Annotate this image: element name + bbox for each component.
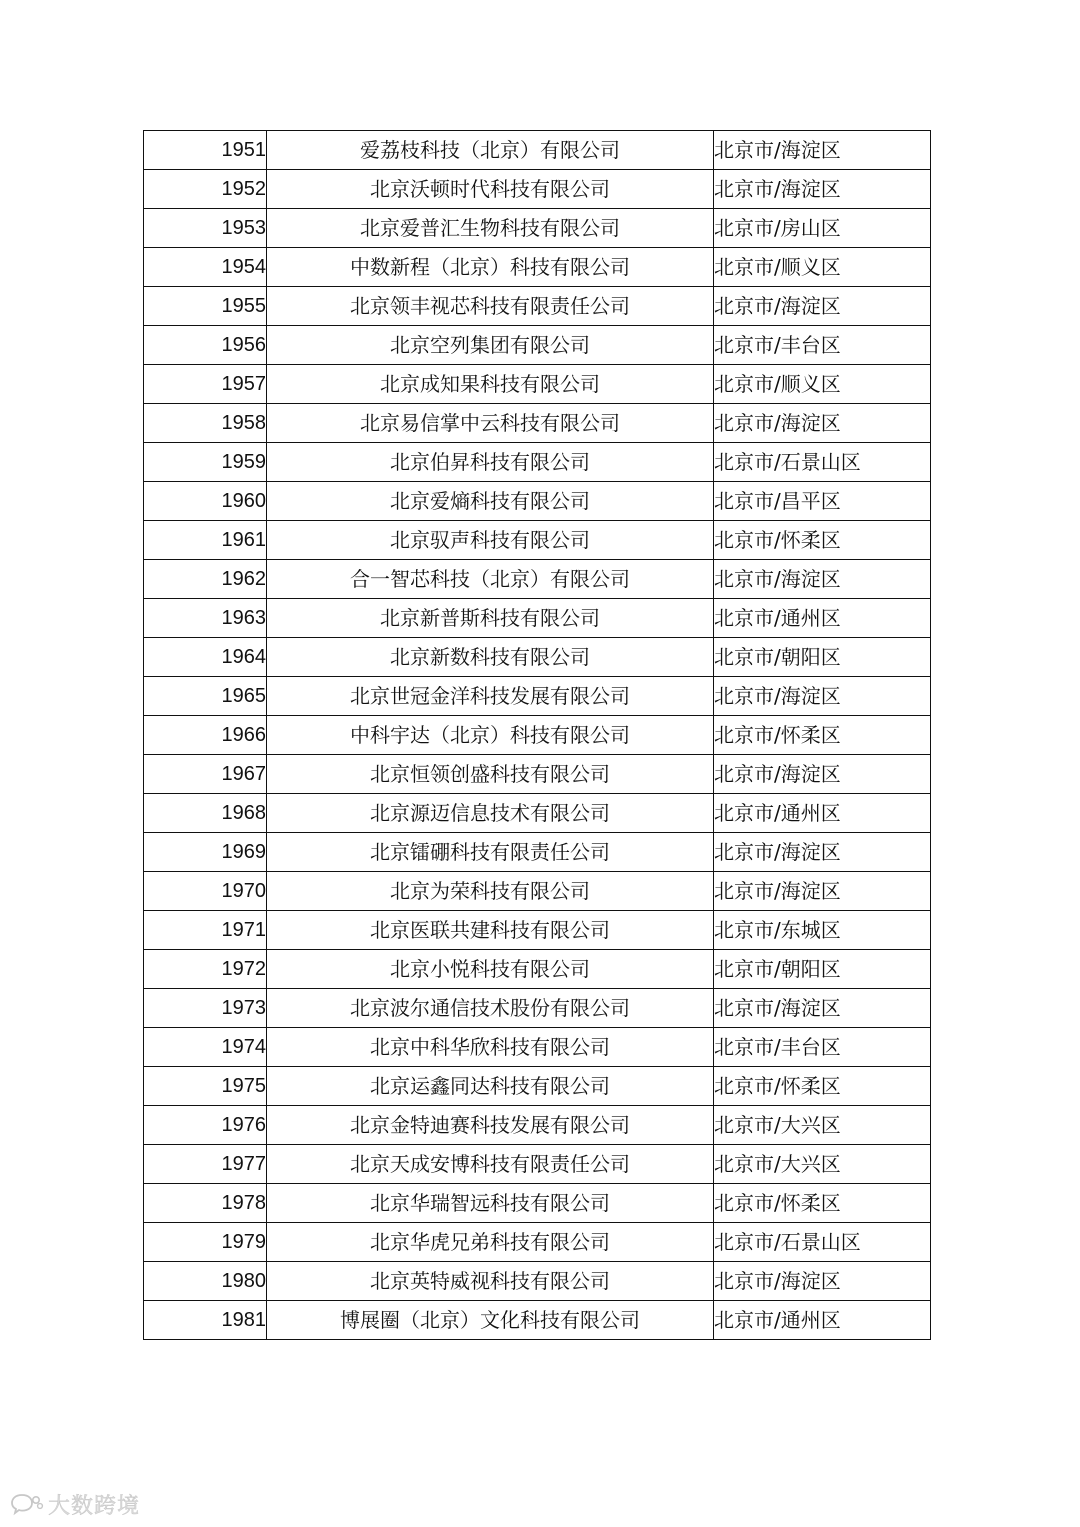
table-row [144, 1028, 931, 1067]
company-name-cell: 北京金特迪赛科技发展有限公司 [267, 1106, 714, 1145]
table-row [144, 989, 931, 1028]
table-row [144, 794, 931, 833]
company-name-cell: 中科宇达（北京）科技有限公司 [267, 716, 714, 755]
table-row [144, 365, 931, 404]
company-name-cell: 北京波尔通信技术股份有限公司 [267, 989, 714, 1028]
table-row [144, 833, 931, 872]
location-cell: 北京市/通州区 [714, 1301, 931, 1340]
company-table [143, 130, 931, 1340]
company-name-cell: 北京空列集团有限公司 [267, 326, 714, 365]
table-row [144, 170, 931, 209]
row-number-cell: 1967 [144, 755, 267, 794]
row-number-cell: 1971 [144, 911, 267, 950]
table-row [144, 1223, 931, 1262]
row-number-cell: 1976 [144, 1106, 267, 1145]
table-row [144, 287, 931, 326]
location-cell: 北京市/海淀区 [714, 677, 931, 716]
company-table-body [144, 131, 931, 1340]
row-number-cell: 1977 [144, 1145, 267, 1184]
table-row [144, 1106, 931, 1145]
company-name-cell: 北京英特威视科技有限公司 [267, 1262, 714, 1301]
table-row [144, 482, 931, 521]
company-name-cell: 北京爱普汇生物科技有限公司 [267, 209, 714, 248]
table-row [144, 443, 931, 482]
row-number-cell: 1960 [144, 482, 267, 521]
row-number-cell: 1963 [144, 599, 267, 638]
watermark [10, 1487, 140, 1521]
company-name-cell: 博展圈（北京）文化科技有限公司 [267, 1301, 714, 1340]
location-cell: 北京市/顺义区 [714, 248, 931, 287]
table-row [144, 1184, 931, 1223]
row-number-cell: 1981 [144, 1301, 267, 1340]
company-name-cell: 北京为荣科技有限公司 [267, 872, 714, 911]
company-name-cell: 北京领丰视芯科技有限责任公司 [267, 287, 714, 326]
company-name-cell: 北京华虎兄弟科技有限公司 [267, 1223, 714, 1262]
location-cell: 北京市/朝阳区 [714, 950, 931, 989]
table-row [144, 521, 931, 560]
company-name-cell: 中数新程（北京）科技有限公司 [267, 248, 714, 287]
company-name-cell: 爱荔枝科技（北京）有限公司 [267, 131, 714, 170]
row-number-cell: 1955 [144, 287, 267, 326]
company-name-cell: 北京伯昇科技有限公司 [267, 443, 714, 482]
company-name-cell: 北京恒领创盛科技有限公司 [267, 755, 714, 794]
row-number-cell: 1969 [144, 833, 267, 872]
company-name-cell: 北京新数科技有限公司 [267, 638, 714, 677]
company-name-cell: 北京天成安博科技有限责任公司 [267, 1145, 714, 1184]
table-row [144, 599, 931, 638]
row-number-cell: 1970 [144, 872, 267, 911]
watermark-text: 大数跨境 [48, 1493, 141, 1519]
table-row [144, 1262, 931, 1301]
company-name-cell: 合一智芯科技（北京）有限公司 [267, 560, 714, 599]
table-row [144, 1301, 931, 1340]
row-number-cell: 1954 [144, 248, 267, 287]
location-cell: 北京市/石景山区 [714, 1223, 931, 1262]
location-cell: 北京市/怀柔区 [714, 716, 931, 755]
row-number-cell: 1958 [144, 404, 267, 443]
location-cell: 北京市/海淀区 [714, 287, 931, 326]
location-cell: 北京市/石景山区 [714, 443, 931, 482]
table-row [144, 677, 931, 716]
location-cell: 北京市/海淀区 [714, 560, 931, 599]
location-cell: 北京市/海淀区 [714, 170, 931, 209]
table-row [144, 872, 931, 911]
company-name-cell: 北京小悦科技有限公司 [267, 950, 714, 989]
table-row [144, 1067, 931, 1106]
row-number-cell: 1951 [144, 131, 267, 170]
location-cell: 北京市/朝阳区 [714, 638, 931, 677]
row-number-cell: 1956 [144, 326, 267, 365]
location-cell: 北京市/海淀区 [714, 1262, 931, 1301]
row-number-cell: 1952 [144, 170, 267, 209]
row-number-cell: 1957 [144, 365, 267, 404]
company-name-cell: 北京世冠金洋科技发展有限公司 [267, 677, 714, 716]
location-cell: 北京市/怀柔区 [714, 521, 931, 560]
table-row [144, 1145, 931, 1184]
company-name-cell: 北京驭声科技有限公司 [267, 521, 714, 560]
row-number-cell: 1962 [144, 560, 267, 599]
row-number-cell: 1966 [144, 716, 267, 755]
table-row [144, 755, 931, 794]
company-name-cell: 北京易信掌中云科技有限公司 [267, 404, 714, 443]
table-row [144, 638, 931, 677]
company-name-cell: 北京源迈信息技术有限公司 [267, 794, 714, 833]
row-number-cell: 1980 [144, 1262, 267, 1301]
location-cell: 北京市/大兴区 [714, 1145, 931, 1184]
company-name-cell: 北京镭硼科技有限责任公司 [267, 833, 714, 872]
location-cell: 北京市/通州区 [714, 599, 931, 638]
location-cell: 北京市/东城区 [714, 911, 931, 950]
company-name-cell: 北京中科华欣科技有限公司 [267, 1028, 714, 1067]
location-cell: 北京市/海淀区 [714, 404, 931, 443]
location-cell: 北京市/怀柔区 [714, 1184, 931, 1223]
location-cell: 北京市/通州区 [714, 794, 931, 833]
location-cell: 北京市/海淀区 [714, 755, 931, 794]
company-name-cell: 北京运鑫同达科技有限公司 [267, 1067, 714, 1106]
company-name-cell: 北京医联共建科技有限公司 [267, 911, 714, 950]
row-number-cell: 1979 [144, 1223, 267, 1262]
row-number-cell: 1959 [144, 443, 267, 482]
company-name-cell: 北京爱熵科技有限公司 [267, 482, 714, 521]
location-cell: 北京市/海淀区 [714, 872, 931, 911]
table-row [144, 404, 931, 443]
row-number-cell: 1973 [144, 989, 267, 1028]
table-row [144, 950, 931, 989]
location-cell: 北京市/大兴区 [714, 1106, 931, 1145]
row-number-cell: 1968 [144, 794, 267, 833]
row-number-cell: 1972 [144, 950, 267, 989]
location-cell: 北京市/丰台区 [714, 326, 931, 365]
location-cell: 北京市/房山区 [714, 209, 931, 248]
table-row [144, 326, 931, 365]
table-row [144, 248, 931, 287]
company-name-cell: 北京新普斯科技有限公司 [267, 599, 714, 638]
location-cell: 北京市/顺义区 [714, 365, 931, 404]
company-name-cell: 北京成知果科技有限公司 [267, 365, 714, 404]
location-cell: 北京市/怀柔区 [714, 1067, 931, 1106]
row-number-cell: 1953 [144, 209, 267, 248]
company-name-cell: 北京沃顿时代科技有限公司 [267, 170, 714, 209]
table-row [144, 131, 931, 170]
row-number-cell: 1974 [144, 1028, 267, 1067]
row-number-cell: 1965 [144, 677, 267, 716]
location-cell: 北京市/海淀区 [714, 833, 931, 872]
table-row [144, 560, 931, 599]
company-name-cell: 北京华瑞智远科技有限公司 [267, 1184, 714, 1223]
table-row [144, 209, 931, 248]
location-cell: 北京市/昌平区 [714, 482, 931, 521]
table-row [144, 716, 931, 755]
location-cell: 北京市/海淀区 [714, 131, 931, 170]
row-number-cell: 1964 [144, 638, 267, 677]
location-cell: 北京市/海淀区 [714, 989, 931, 1028]
row-number-cell: 1961 [144, 521, 267, 560]
location-cell: 北京市/丰台区 [714, 1028, 931, 1067]
chat-bubble-logo-icon [10, 1492, 44, 1516]
row-number-cell: 1978 [144, 1184, 267, 1223]
table-row [144, 911, 931, 950]
row-number-cell: 1975 [144, 1067, 267, 1106]
